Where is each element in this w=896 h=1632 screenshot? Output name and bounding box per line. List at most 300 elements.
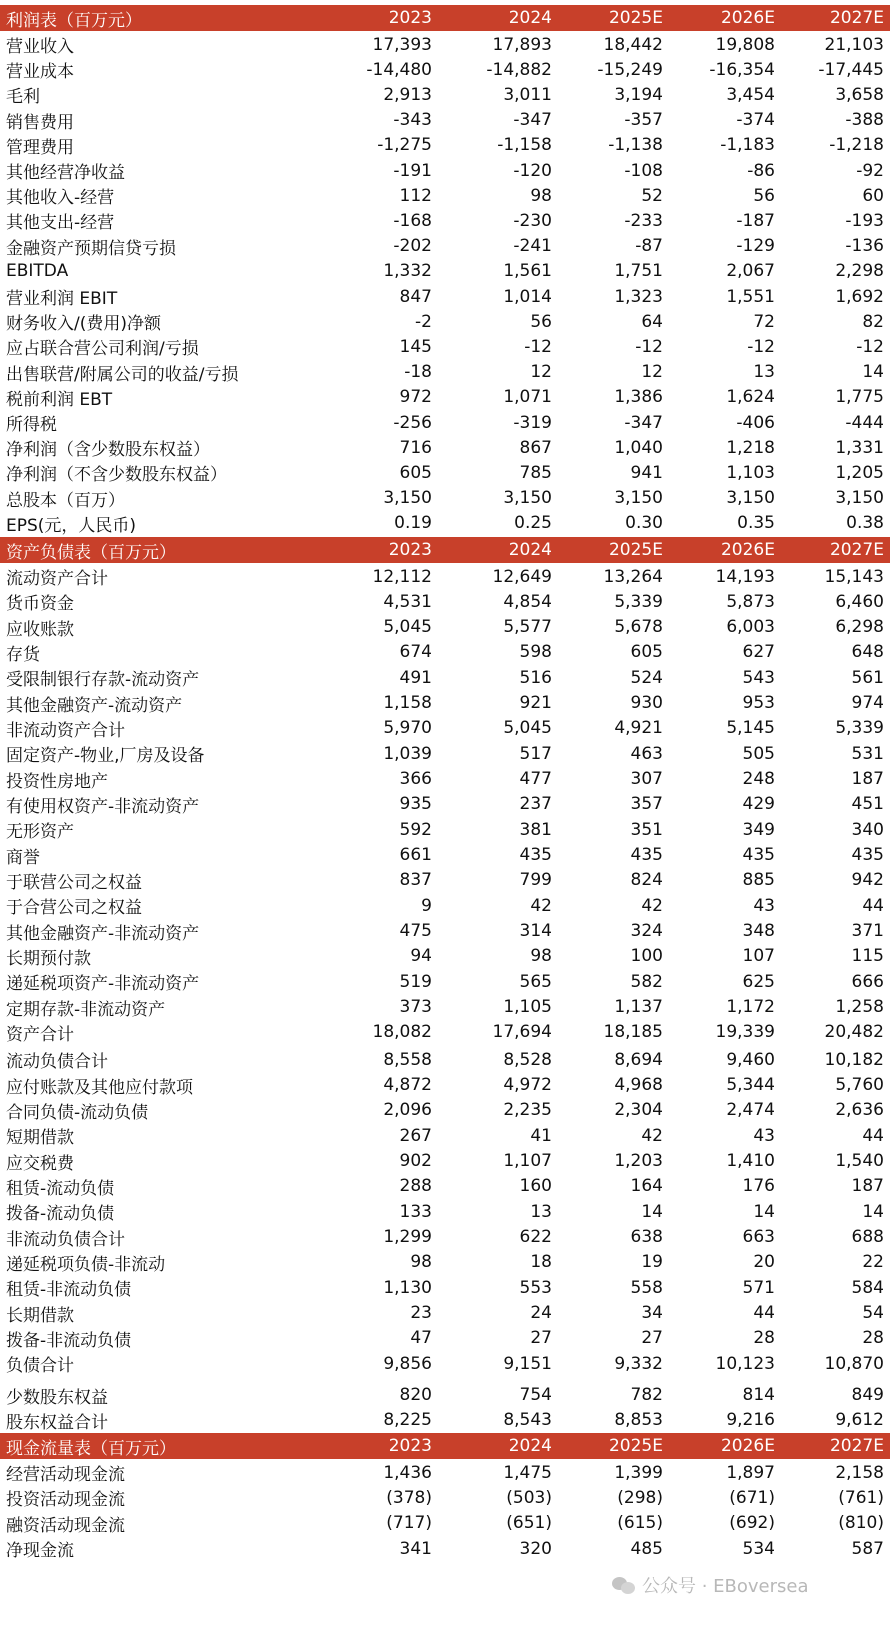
cell-value: 371: [851, 921, 884, 942]
row-label: 合同负债-流动负债: [6, 1102, 149, 1123]
cell-value: 349: [742, 819, 775, 840]
cell-value: 307: [630, 769, 663, 790]
cell-value: 972: [399, 387, 432, 408]
table-row: [0, 385, 890, 410]
cell-value: -12: [635, 336, 663, 357]
balance-sheet-header: [0, 537, 890, 563]
cell-value: 1,540: [835, 1151, 884, 1172]
cell-value: 44: [753, 1303, 775, 1324]
cell-value: 19: [641, 1252, 663, 1273]
cell-value: 661: [399, 845, 432, 866]
row-label: 递延税项负债-非流动: [6, 1254, 166, 1275]
table-row: [0, 57, 890, 82]
cell-value: 4,972: [503, 1075, 552, 1096]
cell-value: 17,893: [492, 34, 552, 55]
cell-value: 341: [399, 1538, 432, 1559]
cell-value: 10,870: [824, 1353, 884, 1374]
cell-value: 785: [519, 462, 552, 483]
row-label: 负债合计: [6, 1356, 74, 1377]
cell-value: 587: [851, 1538, 884, 1559]
cell-value: 5,678: [614, 617, 663, 638]
row-label: 财务收入/(费用)净额: [6, 314, 161, 335]
cell-value: 885: [742, 870, 775, 891]
cell-value: 5,045: [383, 617, 432, 638]
year-header: 2024: [508, 8, 552, 28]
row-label: 净利润（不含少数股东权益）: [6, 465, 227, 486]
table-row: [0, 741, 890, 766]
row-label: 融资活动现金流: [6, 1515, 125, 1536]
cell-value: 14: [753, 1201, 775, 1222]
cell-value: 435: [851, 845, 884, 866]
cell-value: 27: [530, 1328, 552, 1349]
cell-value: 1,386: [614, 387, 663, 408]
cell-value: -1,275: [377, 135, 432, 156]
row-label: 投资活动现金流: [6, 1490, 125, 1511]
cell-value: 12: [641, 362, 663, 383]
cell-value: 4,968: [614, 1075, 663, 1096]
cell-value: -1,158: [497, 135, 552, 156]
table-row: [0, 893, 890, 918]
cell-value: 8,543: [503, 1410, 552, 1431]
table-row: [0, 435, 890, 460]
table-row: [0, 1250, 890, 1275]
cell-value: 516: [519, 667, 552, 688]
cell-value: 41: [530, 1125, 552, 1146]
cell-value: 13,264: [603, 566, 663, 587]
cell-value: -14,480: [366, 59, 432, 80]
table-row: [0, 1275, 890, 1300]
year-header: 2025E: [608, 1436, 663, 1456]
table-row: [0, 1511, 890, 1536]
cell-value: 112: [399, 185, 432, 206]
cell-value: 688: [851, 1227, 884, 1248]
cell-value: 357: [630, 794, 663, 815]
cell-value: 187: [851, 1176, 884, 1197]
cell-value: 638: [630, 1227, 663, 1248]
cell-value: 1,158: [383, 693, 432, 714]
row-label: 货币资金: [6, 594, 74, 615]
section-title: 现金流量表（百万元）: [6, 1438, 176, 1459]
cell-value: 351: [630, 819, 663, 840]
cell-value: 6,003: [726, 617, 775, 638]
cell-value: 82: [862, 311, 884, 332]
cell-value: 1,205: [835, 462, 884, 483]
cell-value: 625: [742, 971, 775, 992]
row-label: 经营活动现金流: [6, 1465, 125, 1485]
cell-value: 847: [399, 286, 432, 307]
cell-value: 314: [519, 921, 552, 942]
cell-value: 43: [753, 1125, 775, 1146]
row-label: 有使用权资产-非流动资产: [6, 796, 200, 817]
cell-value: 1,624: [726, 387, 775, 408]
table-row: [0, 334, 890, 359]
cell-value: 2,304: [614, 1100, 663, 1121]
row-label: 净利润（含少数股东权益）: [6, 440, 210, 461]
row-label: 受限制银行存款-流动资产: [6, 670, 200, 691]
cell-value: 0.25: [514, 513, 552, 534]
row-label: 流动资产合计: [6, 569, 108, 589]
cell-value: 164: [630, 1176, 663, 1197]
cell-value: 435: [742, 845, 775, 866]
table-row: [0, 309, 890, 334]
row-label: 拨备-流动负债: [6, 1204, 115, 1225]
row-label: 租赁-流动负债: [6, 1178, 115, 1199]
cell-value: -347: [513, 110, 552, 131]
cell-value: 18: [530, 1252, 552, 1273]
cell-value: -256: [393, 412, 432, 433]
row-label: 毛利: [6, 87, 40, 108]
cell-value: 1,218: [726, 437, 775, 458]
cell-value: 12: [530, 362, 552, 383]
cell-value: -12: [856, 336, 884, 357]
cell-value: 1,897: [726, 1462, 775, 1483]
cell-value: 6,460: [835, 591, 884, 612]
cell-value: -120: [513, 160, 552, 181]
row-label: 出售联营/附属公司的收益/亏损: [6, 364, 239, 385]
table-row: [0, 158, 890, 183]
cell-value: -1,183: [720, 135, 775, 156]
cell-value: 8,528: [503, 1049, 552, 1070]
cell-value: 248: [742, 769, 775, 790]
table-row: [0, 1174, 890, 1199]
cell-value: 14,193: [715, 566, 775, 587]
cell-value: -86: [747, 160, 775, 181]
cell-value: 837: [399, 870, 432, 891]
cell-value: 435: [630, 845, 663, 866]
cell-value: 799: [519, 870, 552, 891]
table-row: [0, 460, 890, 485]
cell-value: 592: [399, 819, 432, 840]
cell-value: (810): [838, 1513, 884, 1534]
table-row: [0, 767, 890, 792]
row-label: 所得税: [6, 415, 57, 435]
row-label: 销售费用: [6, 112, 74, 133]
cell-value: -374: [736, 110, 775, 131]
cell-value: 974: [851, 693, 884, 714]
cell-value: 43: [753, 895, 775, 916]
cell-value: 98: [530, 946, 552, 967]
cell-value: 18,185: [603, 1022, 663, 1043]
cell-value: -233: [624, 210, 663, 231]
cell-value: 324: [630, 921, 663, 942]
cell-value: 5,045: [503, 718, 552, 739]
cell-value: 5,873: [726, 591, 775, 612]
cell-value: -168: [393, 210, 432, 231]
cell-value: (671): [729, 1487, 775, 1508]
year-header: 2026E: [720, 1436, 775, 1456]
row-label: 投资性房地产: [6, 771, 108, 792]
table-row: [0, 589, 890, 614]
cell-value: 9,612: [835, 1410, 884, 1431]
cell-value: 19,339: [715, 1022, 775, 1043]
cell-value: 348: [742, 921, 775, 942]
watermark: [612, 1572, 809, 1598]
row-label: 金融资产预期信贷亏损: [6, 238, 176, 259]
row-label: EBITDA: [6, 261, 69, 282]
cell-value: -108: [624, 160, 663, 181]
table-row: [0, 511, 890, 536]
cell-value: 1,775: [835, 387, 884, 408]
table-row: [0, 1098, 890, 1123]
row-label: 递延税项资产-非流动资产: [6, 974, 200, 995]
row-label: 资产合计: [6, 1024, 74, 1045]
cell-value: 3,150: [383, 488, 432, 509]
cell-value: 942: [851, 870, 884, 891]
cell-value: 3,150: [614, 488, 663, 509]
cell-value: 2,235: [503, 1100, 552, 1121]
cell-value: 237: [519, 794, 552, 815]
cell-value: 1,561: [503, 261, 552, 282]
cell-value: 5,970: [383, 718, 432, 739]
cell-value: 13: [753, 362, 775, 383]
cell-value: 133: [399, 1201, 432, 1222]
cell-value: 160: [519, 1176, 552, 1197]
cell-value: 1,040: [614, 437, 663, 458]
table-row: [0, 1123, 890, 1148]
table-row: [0, 1460, 890, 1485]
row-label: 管理费用: [6, 137, 74, 158]
table-row: [0, 995, 890, 1020]
row-label: 应收账款: [6, 619, 74, 640]
cell-value: 42: [641, 895, 663, 916]
cell-value: 20,482: [824, 1022, 884, 1043]
cell-value: -191: [393, 160, 432, 181]
cell-value: 4,872: [383, 1075, 432, 1096]
table-row: [0, 564, 890, 589]
cell-value: 3,011: [503, 84, 552, 105]
cell-value: 674: [399, 642, 432, 663]
row-label: 营业利润 EBIT: [6, 289, 118, 309]
table-row: [0, 1383, 890, 1408]
cell-value: 340: [851, 819, 884, 840]
cell-value: 187: [851, 769, 884, 790]
cell-value: 15,143: [824, 566, 884, 587]
table-row: [0, 1020, 890, 1045]
cell-value: 716: [399, 437, 432, 458]
row-label: 税前利润 EBT: [6, 389, 113, 410]
cell-value: 1,014: [503, 286, 552, 307]
cell-value: 94: [410, 946, 432, 967]
cell-value: 4,854: [503, 591, 552, 612]
cell-value: 27: [641, 1328, 663, 1349]
cell-value: -15,249: [597, 59, 663, 80]
cell-value: 1,436: [383, 1462, 432, 1483]
cell-value: 2,067: [726, 261, 775, 282]
cell-value: 3,150: [726, 488, 775, 509]
row-label: 流动负债合计: [6, 1052, 108, 1073]
row-label: 总股本（百万）: [6, 490, 125, 511]
cell-value: (651): [506, 1513, 552, 1534]
cell-value: -1,138: [608, 135, 663, 156]
cell-value: 3,150: [503, 488, 552, 509]
year-header: 2025E: [608, 540, 663, 560]
cell-value: 56: [753, 185, 775, 206]
table-row: [0, 1485, 890, 1510]
cell-value: 9,460: [726, 1049, 775, 1070]
row-label: 其他金融资产-流动资产: [6, 695, 183, 716]
cell-value: 5,145: [726, 718, 775, 739]
cell-value: 42: [641, 1125, 663, 1146]
table-row: [0, 1225, 890, 1250]
cell-value: (692): [729, 1513, 775, 1534]
cell-value: 98: [410, 1252, 432, 1273]
table-row: [0, 1536, 890, 1561]
cell-value: 1,475: [503, 1462, 552, 1483]
cell-value: 4,531: [383, 591, 432, 612]
cell-value: 44: [862, 1125, 884, 1146]
table-row: [0, 1351, 890, 1376]
cell-value: 60: [862, 185, 884, 206]
cell-value: -92: [856, 160, 884, 181]
row-label: 商誉: [6, 847, 40, 868]
cell-value: 10,182: [824, 1049, 884, 1070]
cell-value: 782: [630, 1385, 663, 1406]
cell-value: 605: [399, 462, 432, 483]
cell-value: -14,882: [486, 59, 552, 80]
year-header: 2027E: [829, 8, 884, 28]
cell-value: 867: [519, 437, 552, 458]
cell-value: -319: [513, 412, 552, 433]
cell-value: 814: [742, 1385, 775, 1406]
table-row: [0, 259, 890, 284]
cell-value: 9,856: [383, 1353, 432, 1374]
cell-value: 1,103: [726, 462, 775, 483]
table-row: [0, 919, 890, 944]
cell-value: 381: [519, 819, 552, 840]
table-row: [0, 615, 890, 640]
cell-value: 666: [851, 971, 884, 992]
cell-value: 3,194: [614, 84, 663, 105]
table-row: [0, 133, 890, 158]
table-row: [0, 1301, 890, 1326]
cell-value: 435: [519, 845, 552, 866]
cell-value: 6,298: [835, 617, 884, 638]
cell-value: 56: [530, 311, 552, 332]
row-label: 其他金融资产-非流动资产: [6, 923, 200, 944]
cell-value: 1,751: [614, 261, 663, 282]
cell-value: (761): [838, 1487, 884, 1508]
section-title: 资产负债表（百万元）: [6, 542, 176, 563]
cell-value: 1,039: [383, 743, 432, 764]
section-title: 利润表（百万元）: [6, 10, 142, 31]
cell-value: 475: [399, 921, 432, 942]
cell-value: 553: [519, 1277, 552, 1298]
cell-value: -12: [747, 336, 775, 357]
row-label: 营业收入: [6, 37, 74, 57]
cell-value: 8,558: [383, 1049, 432, 1070]
table-row: [0, 1326, 890, 1351]
cell-value: 627: [742, 642, 775, 663]
cell-value: -129: [736, 236, 775, 257]
table-row: [0, 691, 890, 716]
cell-value: 5,339: [835, 718, 884, 739]
cell-value: 3,454: [726, 84, 775, 105]
cell-value: 28: [753, 1328, 775, 1349]
row-label: 租赁-非流动负债: [6, 1280, 132, 1301]
table-row: [0, 1199, 890, 1224]
cell-value: 1,551: [726, 286, 775, 307]
cell-value: 558: [630, 1277, 663, 1298]
cell-value: -17,445: [818, 59, 884, 80]
row-label: 应交税费: [6, 1153, 74, 1174]
cash-flow-statement-header: [0, 1433, 890, 1459]
cell-value: 8,225: [383, 1410, 432, 1431]
cell-value: 849: [851, 1385, 884, 1406]
cell-value: 4,921: [614, 718, 663, 739]
table-row: [0, 969, 890, 994]
cell-value: 0.38: [846, 513, 884, 534]
cell-value: -241: [513, 236, 552, 257]
cell-value: 107: [742, 946, 775, 967]
cell-value: -16,354: [709, 59, 775, 80]
cell-value: -347: [624, 412, 663, 433]
row-label: 定期存款-非流动资产: [6, 999, 166, 1020]
cell-value: 267: [399, 1125, 432, 1146]
cell-value: 20: [753, 1252, 775, 1273]
cell-value: 2,636: [835, 1100, 884, 1121]
table-row: [0, 1073, 890, 1098]
year-header: 2024: [508, 1436, 552, 1456]
cell-value: (298): [617, 1487, 663, 1508]
cell-value: 72: [753, 311, 775, 332]
cell-value: 565: [519, 971, 552, 992]
cell-value: -230: [513, 210, 552, 231]
cell-value: 598: [519, 642, 552, 663]
cell-value: 19,808: [715, 34, 775, 55]
table-row: [0, 868, 890, 893]
table-row: [0, 284, 890, 309]
cell-value: 8,694: [614, 1049, 663, 1070]
cell-value: 288: [399, 1176, 432, 1197]
cell-value: 524: [630, 667, 663, 688]
cell-value: 18,442: [603, 34, 663, 55]
cell-value: 605: [630, 642, 663, 663]
cell-value: 1,332: [383, 261, 432, 282]
table-row: [0, 486, 890, 511]
cell-value: 17,393: [372, 34, 432, 55]
cell-value: 2,158: [835, 1462, 884, 1483]
cell-value: 13: [530, 1201, 552, 1222]
cell-value: 429: [742, 794, 775, 815]
cell-value: 1,410: [726, 1151, 775, 1172]
table-row: [0, 234, 890, 259]
cell-value: 1,331: [835, 437, 884, 458]
row-label: 拨备-非流动负债: [6, 1330, 132, 1351]
cell-value: 505: [742, 743, 775, 764]
cell-value: 34: [641, 1303, 663, 1324]
cell-value: 1,105: [503, 997, 552, 1018]
cell-value: -1,218: [829, 135, 884, 156]
year-header: 2023: [388, 1436, 432, 1456]
cell-value: 519: [399, 971, 432, 992]
cell-value: 28: [862, 1328, 884, 1349]
table-row: [0, 792, 890, 817]
row-label: 长期预付款: [6, 948, 91, 969]
cell-value: 98: [530, 185, 552, 206]
row-label: 股东权益合计: [6, 1412, 108, 1433]
cell-value: 14: [862, 362, 884, 383]
cell-value: 9,151: [503, 1353, 552, 1374]
cell-value: 3,150: [835, 488, 884, 509]
cell-value: 902: [399, 1151, 432, 1172]
table-row: [0, 665, 890, 690]
cell-value: 1,258: [835, 997, 884, 1018]
cell-value: 24: [530, 1303, 552, 1324]
cell-value: 1,137: [614, 997, 663, 1018]
row-label: 少数股东权益: [6, 1387, 108, 1408]
cell-value: 176: [742, 1176, 775, 1197]
row-label: 非流动资产合计: [6, 720, 125, 741]
